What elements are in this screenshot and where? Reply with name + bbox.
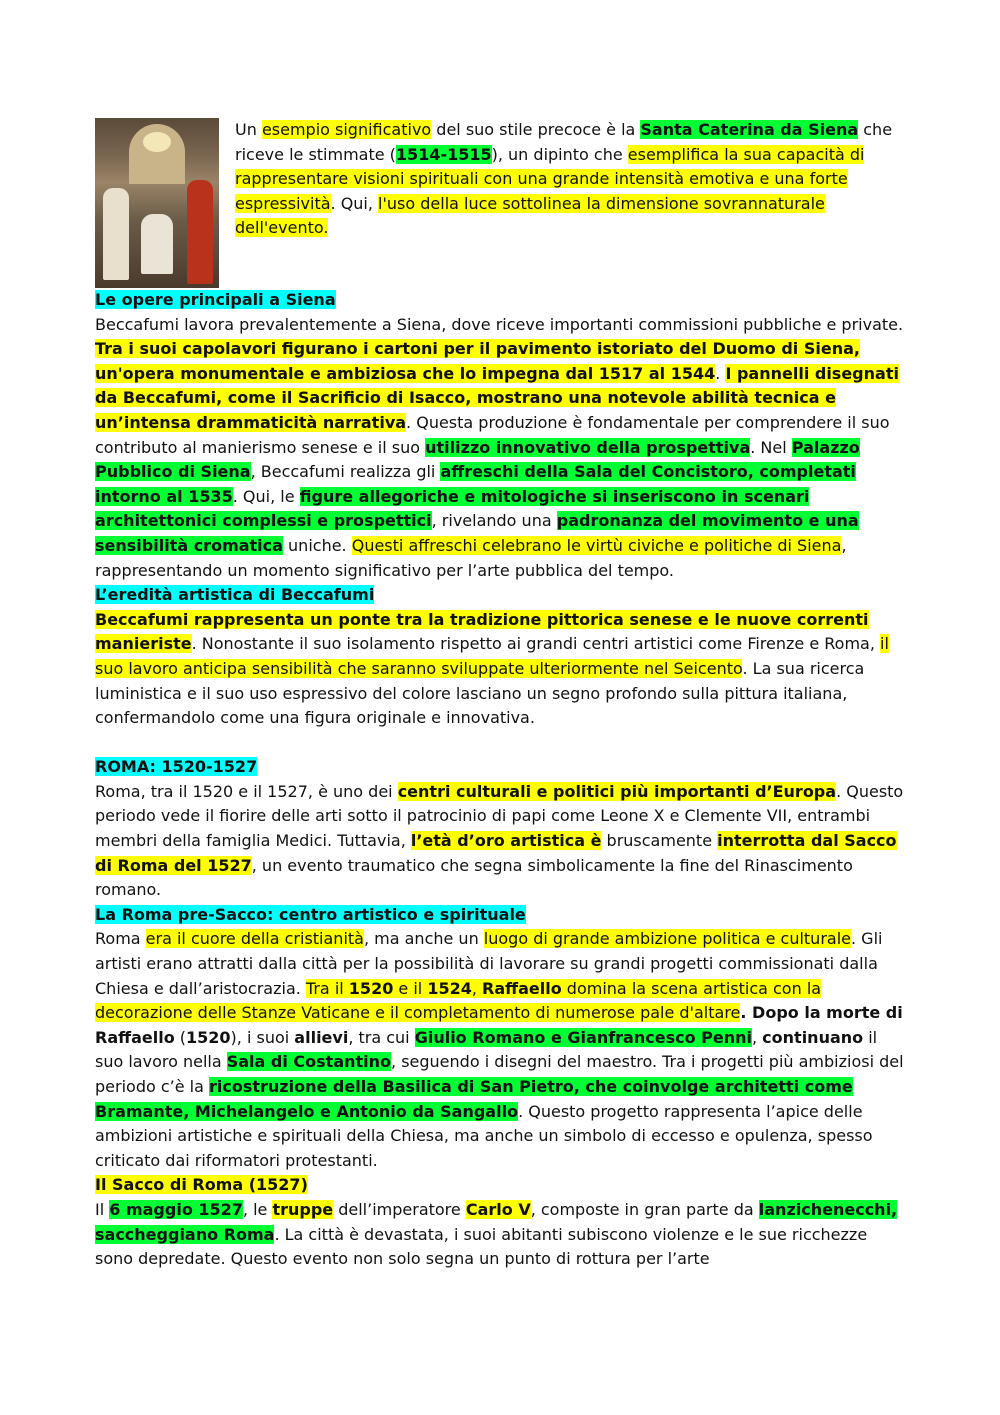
section-heading-eredita xyxy=(95,583,907,608)
bold-run: . Dopo la morte di Raffaello xyxy=(95,1003,903,1047)
text-run: . Qui, xyxy=(330,193,379,213)
painting-figure-center xyxy=(141,214,173,274)
highlight-green-bold: 1514-1515 xyxy=(395,144,492,164)
document-page xyxy=(95,118,907,1272)
highlight-green-bold: ricostruzione della Basilica di San Pietro, che coinvolge architetti come Bramante, Michelangelo e Antonio da Sangallo xyxy=(95,1077,853,1121)
section-heading-roma xyxy=(95,755,907,780)
paragraph-roma xyxy=(95,780,907,903)
highlight-green-bold: Santa Caterina da Siena xyxy=(640,120,859,139)
highlight-yellow-bold: Raffaello xyxy=(482,978,562,998)
text-run: Roma xyxy=(95,929,146,949)
highlight-yellow: esemplifica la sua capacità di rappresentare visioni spirituali con una grande intensità emotiva e una forte espressività xyxy=(235,144,865,213)
intro-section xyxy=(95,118,907,288)
heading-text: La Roma pre-Sacco: centro artistico e spirituale xyxy=(95,904,526,924)
highlight-yellow: l'uso della luce sottolinea la dimensione sovrannaturale dell'evento. xyxy=(235,193,825,238)
highlight-yellow: esempio significativo xyxy=(261,120,432,139)
intro-paragraph xyxy=(235,118,907,288)
highlight-yellow-bold: Carlo V xyxy=(465,1199,531,1219)
text-run: Beccafumi lavora prevalentemente a Siena, dove riceve importanti commissioni pubbliche e private. xyxy=(95,314,904,334)
highlight-yellow: e il xyxy=(393,978,428,998)
text-run: dell’imperatore xyxy=(333,1199,466,1219)
text-run: . Questa produzione è fondamentale per comprendere il suo contributo al manierismo senese e il suo xyxy=(95,412,890,457)
highlight-yellow: il suo lavoro anticipa sensibilità che saranno sviluppate ulteriormente nel Seicento xyxy=(95,634,889,678)
highlight-green-bold: utilizzo innovativo della prospettiva xyxy=(425,437,751,457)
highlight-yellow-bold: Beccafumi rappresenta un ponte tra la tradizione pittorica senese e le nuove correnti manieriste xyxy=(95,609,869,654)
text-run: , seguendo i disegni del maestro. Tra i progetti più ambiziosi del periodo c’è la xyxy=(95,1052,904,1096)
painting-figure-left xyxy=(103,188,129,280)
highlight-yellow-bold: 1524 xyxy=(427,978,472,998)
text-run: . La città è devastata, i suoi abitanti subiscono violenze e le sue ricchezze sono depredate. Questo evento non solo segna un punto di rottura per l’arte xyxy=(95,1224,868,1269)
highlight-yellow-bold: centri culturali e politici più importanti d’Europa xyxy=(397,781,837,801)
text-run: , rappresentando un momento significativo per l’arte pubblica del tempo. xyxy=(95,535,847,580)
highlight-green-bold: Palazzo Pubblico di Siena xyxy=(95,437,860,482)
highlight-yellow-bold: truppe xyxy=(272,1199,334,1219)
paragraph-sacco xyxy=(95,1198,907,1272)
highlight-green-bold: 6 maggio 1527 xyxy=(109,1199,243,1219)
text-run: uniche. xyxy=(282,535,352,555)
highlight-yellow: domina la scena artistica con la decorazione delle Stanze Vaticane e il completamento di numerose pale d'altare xyxy=(95,978,822,1023)
text-run: , un evento traumatico che segna simbolicamente la fine del Rinascimento romano. xyxy=(95,855,853,900)
text-run: . Nel xyxy=(750,437,792,457)
painting-thumbnail xyxy=(95,118,219,288)
highlight-green-bold: padronanza del movimento e una sensibilità cromatica xyxy=(95,511,859,555)
text-run: , ma anche un xyxy=(363,929,484,949)
text-run: , xyxy=(752,1027,763,1047)
highlight-yellow: era il cuore della cristianità xyxy=(145,929,364,949)
highlight-green-bold: saccheggiano Roma xyxy=(95,1224,275,1244)
highlight-green-bold: affreschi della Sala del Concistoro, completati intorno al 1535 xyxy=(95,462,856,506)
text-run: . Questo progetto rappresenta l’apice delle ambizioni artistiche e spirituali della Chiesa, ma anche un simbolo di eccesso e opulenza, spesso criticato dai riformatori protestanti. xyxy=(95,1101,873,1170)
highlight-green-bold: Giulio Romano e Gianfrancesco Penni xyxy=(414,1027,752,1047)
bold-run: allievi xyxy=(294,1027,349,1047)
heading-text: L’eredità artistica di Beccafumi xyxy=(95,585,375,605)
section-heading-presacco xyxy=(95,903,907,928)
highlight-green-bold: lanzichenecchi, xyxy=(758,1199,898,1219)
text-run: ( xyxy=(174,1027,187,1047)
text-run: , composte in gran parte da xyxy=(530,1199,759,1219)
paragraph-presacco xyxy=(95,927,907,1173)
text-run: , le xyxy=(242,1199,273,1219)
blank-line xyxy=(95,731,907,756)
painting-figure-right xyxy=(187,180,213,284)
highlight-yellow: Tra il xyxy=(305,978,349,998)
paragraph-eredita xyxy=(95,608,907,731)
bold-run: 1520 xyxy=(186,1027,231,1047)
text-run: . Questo periodo vede il fiorire delle arti sotto il patrocinio di papi come Leone X e Clemente VII, entrambi membri della famiglia Medici. Tuttavia, xyxy=(95,781,904,851)
heading-text: Le opere principali a Siena xyxy=(95,290,336,309)
text-run: . La sua ricerca luministica e il suo uso espressivo del colore lasciano un segno profondo sulla pittura italiana, confermandolo come una figura originale e innovativa. xyxy=(95,658,865,728)
text-run: ), i suoi xyxy=(230,1027,295,1047)
text-run: Roma, tra il 1520 e il 1527, è uno dei xyxy=(95,781,398,801)
text-run: del suo stile precoce è la xyxy=(431,120,641,139)
text-run: Il xyxy=(95,1199,110,1219)
highlight-yellow-bold: l’età d’oro artistica è xyxy=(410,831,602,851)
highlight-yellow-bold: Tra i suoi capolavori figurano i cartoni per il pavimento istoriato del Duomo di Siena, un'opera monumentale e ambiziosa che lo impegna dal 1517 al 1544 xyxy=(95,339,860,383)
highlight-green-bold: figure allegoriche e mitologiche si inseriscono in scenari architettonici complessi e prospettici xyxy=(95,486,810,531)
text-run: ), un dipinto che xyxy=(491,144,628,164)
highlight-yellow-bold: interrotta dal Sacco di Roma del 1527 xyxy=(95,831,897,875)
text-run: che riceve le stimmate ( xyxy=(235,120,893,164)
text-run: . Qui, le xyxy=(232,486,300,506)
text-run: il suo lavoro nella xyxy=(95,1027,878,1072)
text-run: . Nonostante il suo isolamento rispetto ai grandi centri artistici come Firenze e Roma, xyxy=(191,634,881,654)
highlight-yellow: , xyxy=(471,978,483,998)
highlight-yellow-bold: 1520 xyxy=(348,978,394,998)
highlight-green-bold: Sala di Costantino xyxy=(226,1052,392,1072)
heading-text: Il Sacco di Roma (1527) xyxy=(95,1175,308,1195)
section-heading-sacco xyxy=(95,1173,907,1198)
text-run: . Gli artisti erano attratti dalla città per la possibilità di lavorare su grandi progetti commissionati dalla Chiesa e dall’aristocrazia. xyxy=(95,929,883,998)
text-run: . xyxy=(715,363,726,383)
section-heading-siena xyxy=(95,288,907,313)
text-run: , Beccafumi realizza gli xyxy=(250,462,441,482)
text-run: bruscamente xyxy=(601,831,718,851)
heading-text: ROMA: 1520-1527 xyxy=(95,757,258,777)
highlight-yellow: Questi affreschi celebrano le virtù civiche e politiche di Siena xyxy=(351,535,842,555)
painting-glow-shape xyxy=(143,132,171,152)
text-run: , rivelando una xyxy=(431,511,557,531)
highlight-yellow: luogo di grande ambizione politica e culturale xyxy=(483,929,851,949)
text-run: Un xyxy=(235,120,262,139)
highlight-yellow-bold: I pannelli disegnati da Beccafumi, come il Sacrificio di Isacco, mostrano una notevole abilità tecnica e un’intensa drammaticità narrativa xyxy=(95,363,899,432)
bold-run: continuano xyxy=(762,1027,864,1047)
text-run: , tra cui xyxy=(348,1027,415,1047)
paragraph-siena xyxy=(95,313,907,584)
